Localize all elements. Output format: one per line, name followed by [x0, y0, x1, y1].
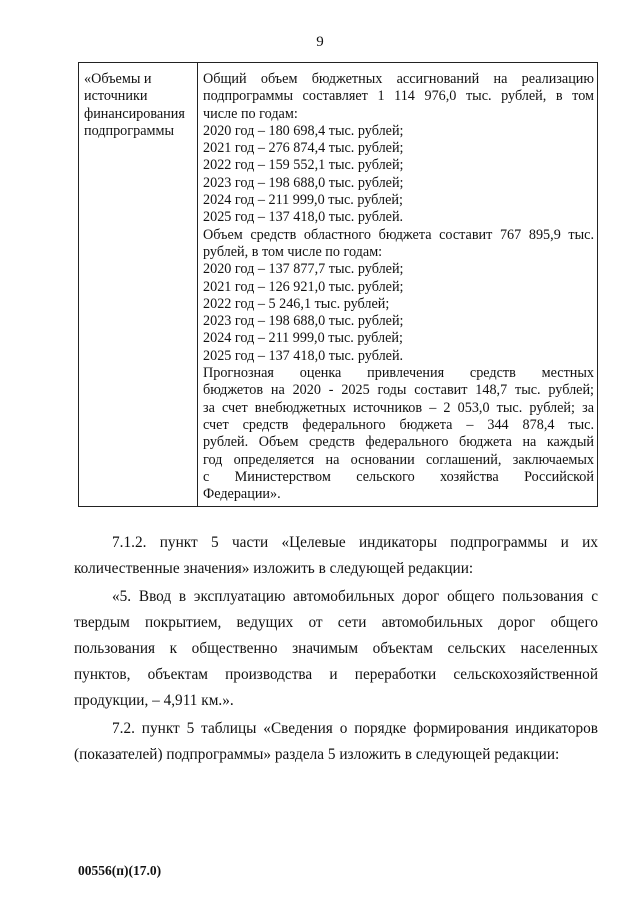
regional-year-line: 2020 год – 137 877,7 тыс. рублей; — [203, 261, 404, 278]
page-number: 9 — [316, 34, 324, 50]
total-year-line: 2024 год – 211 999,0 тыс. рублей; — [203, 192, 403, 209]
forecast-line: счет средств федерального бюджета – 344 878,4 тыс. — [203, 416, 594, 433]
forecast-line: рублей. Объем средств федерального бюджета на каждый — [203, 434, 594, 451]
financing-label-cell — [79, 63, 198, 507]
total-year-line: 2025 год – 137 418,0 тыс. рублей. — [203, 209, 404, 226]
label-line: финансирования — [84, 105, 185, 122]
paragraph-line: 7.1.2. пункт 5 части «Целевые индикаторы подпрограммы и их — [112, 534, 598, 551]
document-code: 00556(п)(17.0) — [78, 863, 162, 878]
regional-year-line: 2025 год – 137 418,0 тыс. рублей. — [203, 347, 404, 364]
regional-budget-line: рублей, в том числе по годам: — [203, 243, 383, 260]
paragraph-line: твердым покрытием, ведущих от сети автомобильных дорог общего — [74, 614, 598, 631]
forecast-line: за счет внебюджетных источников – 2 053,0 тыс. рублей; за — [203, 399, 594, 416]
financing-table — [78, 62, 598, 507]
regional-year-line: 2023 год – 198 688,0 тыс. рублей; — [203, 313, 404, 330]
forecast-tail: Федерации». — [203, 486, 281, 503]
paragraph-line: количественные значения» изложить в следующей редакции: — [74, 560, 474, 577]
regional-year-line: 2021 год – 126 921,0 тыс. рублей; — [203, 278, 404, 295]
paragraph-line: пользования к общественно значимым объектам сельских населенных — [74, 640, 598, 657]
regional-budget-line: Объем средств областного бюджета составит 767 895,9 тыс. — [203, 226, 594, 243]
forecast-line: Прогнозная оценка привлечения средств местных — [203, 365, 594, 382]
paragraph-7-1-2 — [74, 530, 598, 582]
intro-line: Общий объем бюджетных ассигнований на реализацию — [203, 71, 594, 87]
paragraph-item-5 — [74, 584, 598, 714]
financing-content-cell — [198, 63, 598, 507]
intro-line: подпрограммы составляет 1 114 976,0 тыс. рублей, в том — [203, 88, 594, 105]
table-row — [79, 63, 598, 507]
forecast-line: год определяется на основании соглашений, заключаемых — [203, 451, 594, 468]
label-line: источники — [84, 88, 148, 105]
total-year-line: 2023 год – 198 688,0 тыс. рублей; — [203, 174, 404, 191]
regional-year-line: 2022 год – 5 246,1 тыс. рублей; — [203, 295, 390, 312]
paragraph-line: 7.2. пункт 5 таблицы «Сведения о порядке формирования индикаторов — [112, 720, 598, 737]
paragraph-line: (показателей) подпрограммы» раздела 5 изложить в следующей редакции: — [74, 746, 560, 763]
label-line: «Объемы и — [84, 71, 152, 87]
total-year-line: 2022 год – 159 552,1 тыс. рублей; — [203, 157, 404, 174]
regional-year-line: 2024 год – 211 999,0 тыс. рублей; — [203, 330, 403, 347]
label-line: подпрограммы — [84, 122, 174, 139]
paragraph-7-2 — [74, 716, 598, 768]
total-year-line: 2020 год – 180 698,4 тыс. рублей; — [203, 122, 404, 139]
forecast-line: бюджетов на 2020 - 2025 годы составит 148,7 тыс. рублей; — [203, 382, 594, 399]
paragraph-line: «5. Ввод в эксплуатацию автомобильных дорог общего пользования с — [112, 588, 598, 605]
forecast-line: с Министерством сельского хозяйства Российской — [203, 468, 594, 485]
paragraph-line: продукции, – 4,911 км.». — [74, 692, 234, 709]
intro-tail: числе по годам: — [203, 105, 298, 122]
paragraph-line: пунктов, объектам производства и переработки сельскохозяйственной — [74, 666, 598, 683]
total-year-line: 2021 год – 276 874,4 тыс. рублей; — [203, 140, 404, 157]
